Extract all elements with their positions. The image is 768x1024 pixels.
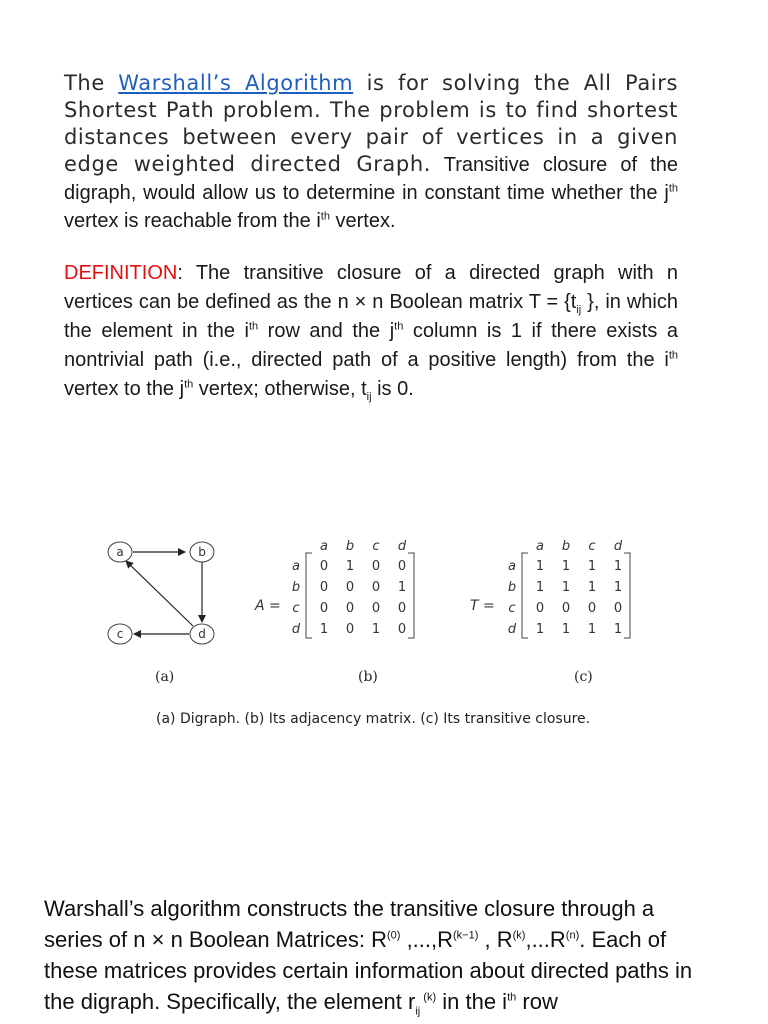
figure-caption: (a) Digraph. (b) Its adjacency matrix. (c) Its transitive closure. bbox=[156, 711, 591, 727]
adjacency-cell: 0 bbox=[371, 601, 381, 616]
closure-cell: 1 bbox=[613, 559, 623, 574]
adjacency-cell: 0 bbox=[345, 580, 355, 595]
vertex-label-a: a bbox=[116, 545, 124, 559]
matrix-t-label: T = bbox=[470, 598, 495, 614]
adjacency-row-label: b bbox=[291, 580, 301, 595]
adjacency-row-label: c bbox=[292, 601, 300, 616]
adjacency-left-bracket bbox=[306, 553, 312, 638]
closure-cell: 1 bbox=[561, 559, 571, 574]
vertex-label-c: c bbox=[116, 627, 124, 641]
adjacency-cell: 0 bbox=[319, 601, 329, 616]
closure-cell: 1 bbox=[535, 580, 545, 595]
closure-row-label: a bbox=[508, 559, 516, 574]
intro-paragraph bbox=[64, 70, 678, 235]
closure-cell: 1 bbox=[613, 622, 623, 637]
closure-row-label: b bbox=[507, 580, 517, 595]
closure-col-label: a bbox=[536, 539, 544, 554]
closure-cell: 1 bbox=[561, 622, 571, 637]
adjacency-right-bracket bbox=[408, 553, 414, 638]
adjacency-col-label: a bbox=[320, 539, 328, 554]
closure-cell: 0 bbox=[613, 601, 623, 616]
closure-right-bracket bbox=[624, 553, 630, 638]
intro-continuation: Transitive closure of the digraph, would allow us to determine in constant time whether the $j^{th}$ vertex is reachable from the $i^{th}$ vertex. bbox=[64, 154, 678, 232]
adjacency-cell: 0 bbox=[345, 601, 355, 616]
closure-col-label: c bbox=[588, 539, 596, 554]
figure-svg bbox=[100, 530, 660, 730]
digraph bbox=[108, 542, 214, 644]
adjacency-cell: 0 bbox=[397, 601, 407, 616]
warshall-figure bbox=[100, 530, 660, 730]
closure-row-label: c bbox=[508, 601, 516, 616]
closure-left-bracket bbox=[522, 553, 528, 638]
vertex-label-d: d bbox=[198, 627, 206, 641]
adjacency-cell: 0 bbox=[371, 559, 381, 574]
adjacency-cell: 0 bbox=[371, 580, 381, 595]
transitive-closure-matrix bbox=[508, 539, 630, 638]
adjacency-cell: 0 bbox=[319, 559, 329, 574]
closure-col-label: b bbox=[561, 539, 571, 554]
adjacency-col-label: b bbox=[345, 539, 355, 554]
closure-col-label: d bbox=[613, 539, 623, 554]
adjacency-cell: 1 bbox=[345, 559, 355, 574]
closure-cell: 0 bbox=[535, 601, 545, 616]
panel-c-label: (c) bbox=[574, 669, 593, 685]
adjacency-col-label: d bbox=[397, 539, 407, 554]
warshall-algorithm-link[interactable]: Warshall’s Algorithm bbox=[118, 71, 354, 95]
adjacency-cell: 1 bbox=[371, 622, 381, 637]
bottom-paragraph: Warshall’s algorithm constructs the transitive closure through a series of n × n Boolean Matrices: $R^{(0)}$ $,...,R^{(k-1)}$ , $R^{(k)},...R^{(n)}$. Each of these matrices provides certain information about directed paths in the digraph. Specifically, the element $r_{ij}$ $^{(k)}$ in the $i^{th}$ row bbox=[44, 896, 693, 1018]
closure-cell: 1 bbox=[535, 559, 545, 574]
panel-b-label: (b) bbox=[358, 669, 378, 685]
closure-cell: 1 bbox=[587, 622, 597, 637]
vertex-label-b: b bbox=[198, 545, 206, 559]
closure-cell: 1 bbox=[561, 580, 571, 595]
adjacency-cell: 0 bbox=[319, 580, 329, 595]
adjacency-col-label: c bbox=[372, 539, 380, 554]
edge-d-a bbox=[126, 561, 193, 626]
closure-row-label: d bbox=[507, 622, 517, 637]
adjacency-cell: 1 bbox=[319, 622, 329, 637]
closure-cell: 1 bbox=[587, 559, 597, 574]
panel-a-label: (a) bbox=[155, 669, 175, 685]
closure-cell: 0 bbox=[561, 601, 571, 616]
intro-text: is for solving the All Pairs Shortest Path problem. The problem is to find shortest distances between every pair of vertices in a given edge weighted directed Graph. bbox=[64, 71, 678, 176]
definition-term: DEFINITION bbox=[64, 262, 178, 284]
adjacency-cell: 1 bbox=[397, 580, 407, 595]
closure-cell: 1 bbox=[587, 580, 597, 595]
adjacency-row-label: d bbox=[291, 622, 301, 637]
adjacency-matrix bbox=[292, 539, 414, 638]
adjacency-cell: 0 bbox=[345, 622, 355, 637]
matrix-a-label: A = bbox=[255, 598, 281, 614]
adjacency-cell: 0 bbox=[397, 559, 407, 574]
adjacency-row-label: a bbox=[292, 559, 300, 574]
closure-cell: 0 bbox=[587, 601, 597, 616]
closure-cell: 1 bbox=[613, 580, 623, 595]
adjacency-cell: 0 bbox=[397, 622, 407, 637]
closure-cell: 1 bbox=[535, 622, 545, 637]
intro-prefix: The bbox=[64, 71, 119, 95]
definition-paragraph: DEFINITION: The transitive closure of a directed graph with n vertices can be defined as the n × n Boolean matrix $T = \{t_{ij}$ }, in which the element in the $i^{th}$ row and the $j^{th}$ column is 1 if there exists a nontrivial path (i.e., directed path of a positive length) from the $i^{th}$ vertex to the $j^{th}$ vertex; otherwise, $t_{ij}$ is 0. bbox=[64, 262, 678, 403]
